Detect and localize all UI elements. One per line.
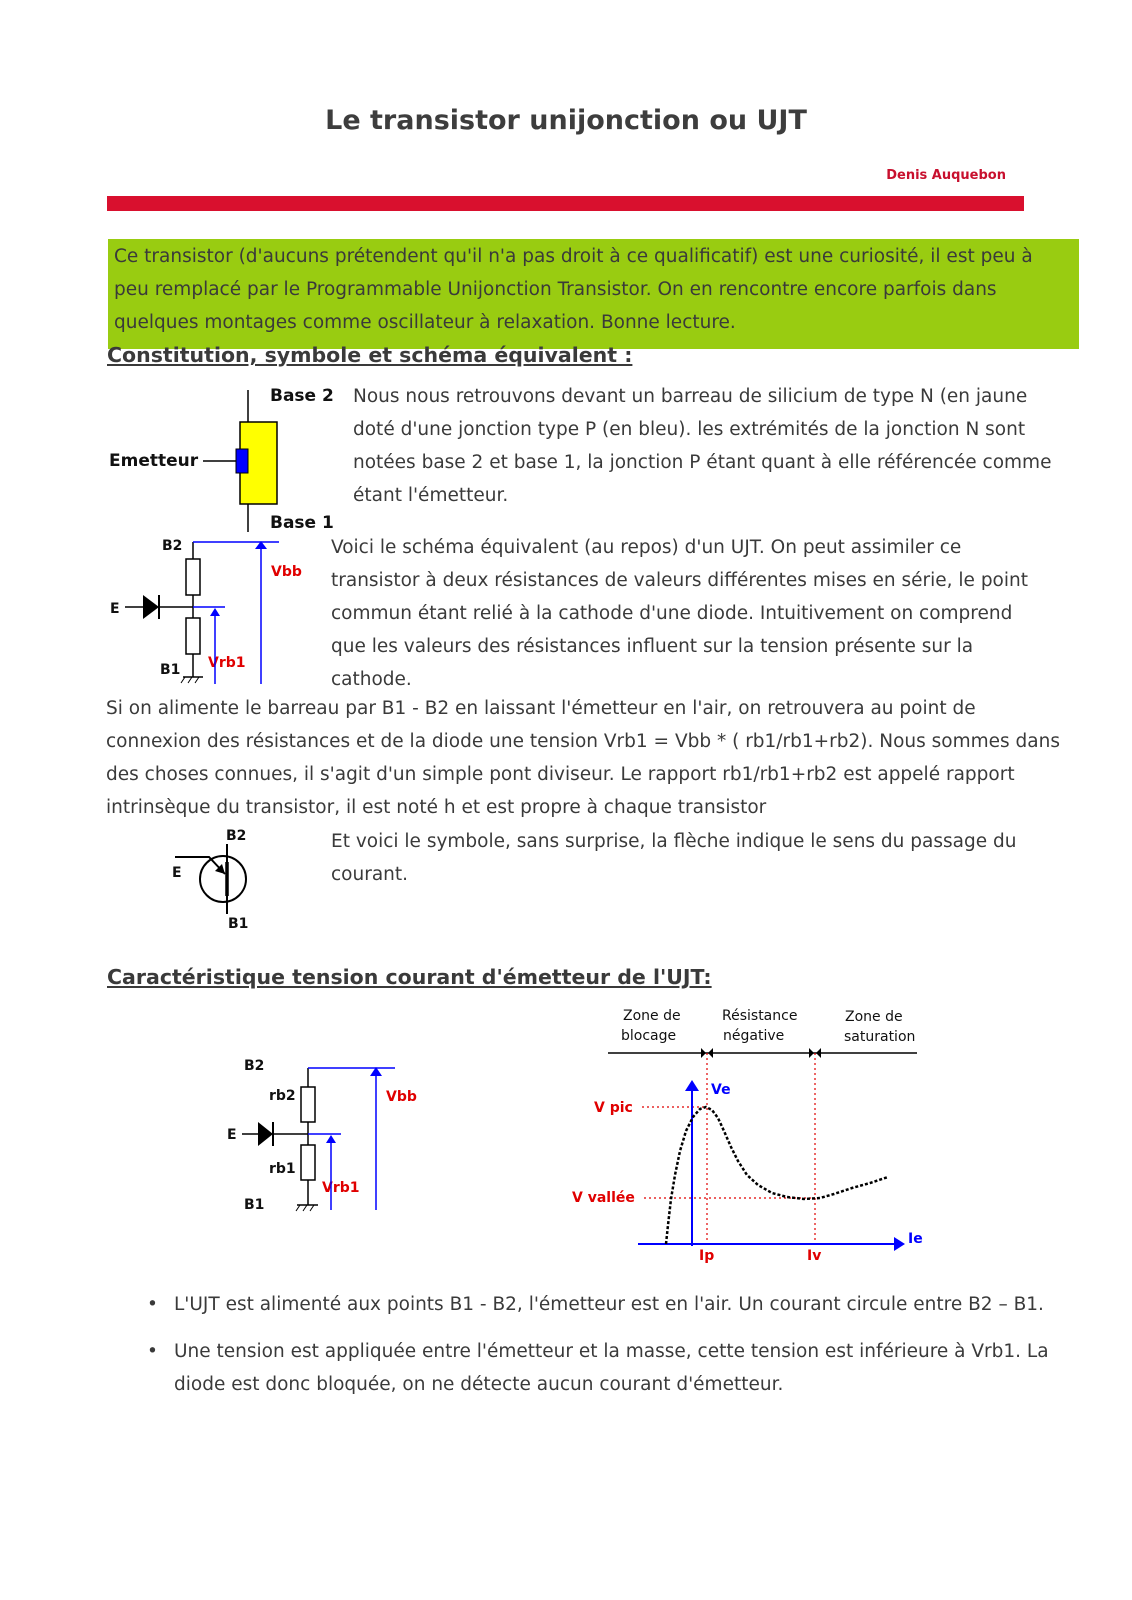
vpic-label: V pic	[594, 1100, 633, 1116]
ie-label: Ie	[908, 1231, 923, 1247]
intro-box: Ce transistor (d'aucuns prétendent qu'il n'a pas droit à ce qualificatif) est une curiosité, il est peu à peu remplacé par le Programmable Unijonction Transistor. On en rencontre encore parfois dans quelques montages comme oscillateur à relaxation. Bonne lecture.	[108, 239, 1079, 349]
bullet-icon: •	[147, 1341, 158, 1362]
zone3-label-line1: Zone de	[845, 1009, 903, 1025]
fig4-vrb1-label: Vrb1	[322, 1180, 360, 1196]
vbb-label: Vbb	[271, 564, 302, 580]
author-name: Denis Auquebon	[886, 168, 1006, 183]
paragraph-symbol: Et voici le symbole, sans surprise, la flèche indique le sens du passage du courant.	[331, 831, 1017, 885]
fig4-e-label: E	[227, 1127, 237, 1143]
ujt-symbol-figure	[165, 824, 265, 936]
resistor-rb1	[186, 618, 200, 654]
section-heading-characteristic: Caractéristique tension courant d'émetteur de l'UJT:	[107, 965, 712, 989]
fig4-b1-label: B1	[244, 1197, 265, 1213]
iv-label: Iv	[807, 1248, 822, 1264]
symbol-b2-label: B2	[226, 828, 247, 844]
ip-label: Ip	[699, 1248, 715, 1264]
section-heading-constitution: Constitution, symbole et schéma équivalent :	[107, 343, 633, 367]
header-divider	[107, 196, 1024, 211]
p-junction	[236, 449, 248, 473]
ujt-bar-figure	[108, 382, 343, 542]
fig4-rb2-label: rb2	[269, 1088, 296, 1104]
b1-label: B1	[160, 662, 181, 678]
list-item	[106, 1335, 1066, 1401]
emitter-label: Emetteur	[109, 451, 199, 471]
page-title: Le transistor unijonction ou UJT	[325, 105, 807, 136]
paragraph-divider: Si on alimente le barreau par B1 - B2 en laissant l'émetteur en l'air, on retrouvera au point de connexion des résistances et de la diode une tension Vrb1 = Vbb * ( rb1/rb1+rb2). Nous sommes dans des choses connues, il s'agit d'un simple pont diviseur. Le rapport rb1/rb1+rb2 est appelé rapport intrinsèque du transistor, il est noté h et est propre à chaque transistor	[106, 698, 1061, 818]
zone2-label-line2: négative	[723, 1028, 785, 1044]
base2-label: Base 2	[270, 386, 334, 406]
fig4-resistor-rb1	[301, 1145, 315, 1180]
list-item-text: Une tension est appliquée entre l'émetteur et la masse, cette tension est inférieure à Vrb1. La diode est donc bloquée, on ne détecte aucun courant d'émetteur.	[174, 1341, 1049, 1395]
paragraph-equivalent: Voici le schéma équivalent (au repos) d'un UJT. On peut assimiler ce transistor à deux résistances de valeurs différentes mises en série, le point commun étant relié à la cathode d'une diode. Intuitivement on comprend que les valeurs des résistances influent sur la tension présente sur la cathode.	[331, 537, 1028, 690]
vvallee-label: V vallée	[572, 1190, 635, 1206]
symbol-e-label: E	[172, 865, 182, 881]
bullet-list	[106, 1288, 1066, 1415]
fig4-b2-label: B2	[244, 1058, 265, 1074]
b2-label: B2	[162, 538, 183, 554]
list-item-text: L'UJT est alimenté aux points B1 - B2, l'émetteur est en l'air. Un courant circule entre B2 – B1.	[174, 1294, 1044, 1315]
fig4-vbb-label: Vbb	[386, 1089, 417, 1105]
zone1-label-line1: Zone de	[623, 1008, 681, 1024]
bullet-icon: •	[147, 1294, 158, 1315]
zone3-label-line2: saturation	[844, 1029, 916, 1045]
zone2-label-line1: Résistance	[722, 1008, 798, 1024]
ve-label: Ve	[711, 1082, 731, 1098]
paragraph-bar: Nous nous retrouvons devant un barreau de silicium de type N (en jaune doté d'une jonction type P (en bleu). les extrémités de la jonction N sont notées base 2 et base 1, la jonction P étant quant à elle référencée comme étant l'émetteur.	[353, 386, 1052, 506]
e-label: E	[110, 601, 120, 617]
circuit-rb-figure	[220, 1050, 430, 1220]
fig4-rb1-label: rb1	[269, 1161, 296, 1177]
diode-symbol	[143, 595, 159, 619]
equivalent-circuit-figure	[108, 534, 320, 694]
fig4-resistor-rb2	[301, 1087, 315, 1122]
symbol-b1-label: B1	[228, 916, 249, 932]
zone1-label-line2: blocage	[621, 1028, 677, 1044]
list-item	[106, 1288, 1066, 1321]
resistor-rb2	[186, 559, 200, 595]
characteristic-graph	[572, 1003, 942, 1295]
base1-label: Base 1	[270, 513, 334, 533]
vrb1-label: Vrb1	[208, 655, 246, 671]
characteristic-curve	[666, 1107, 888, 1244]
fig4-diode	[258, 1122, 273, 1146]
